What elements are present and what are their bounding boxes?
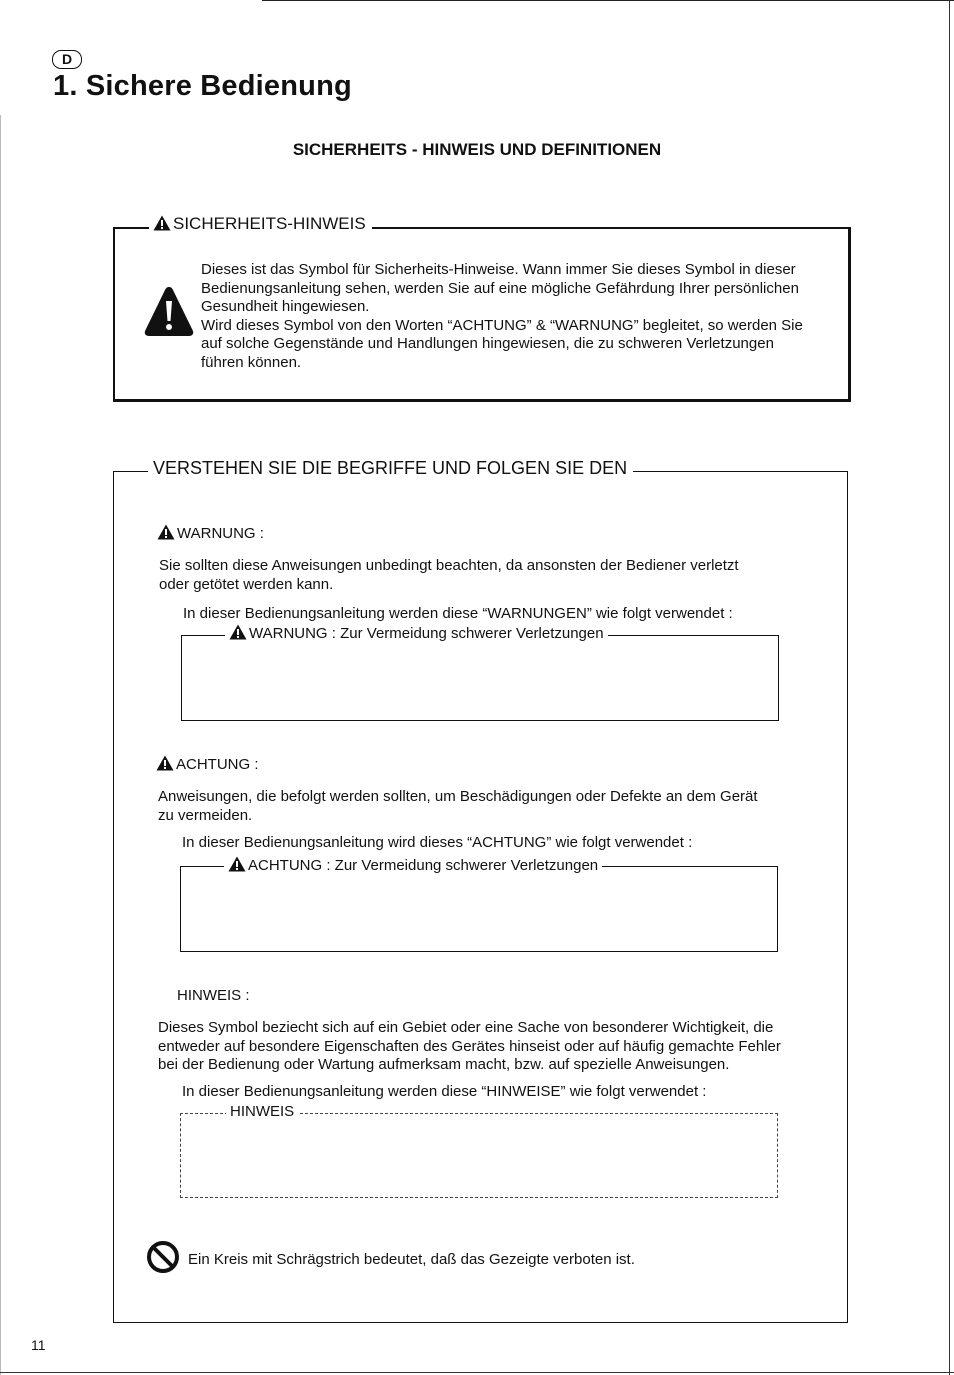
page-title: 1. Sichere Bedienung [53, 70, 352, 102]
achtung-example-legend-text: ACHTUNG : Zur Vermeidung schwerer Verletzungen [248, 857, 599, 874]
hinweis-description [158, 1019, 842, 1075]
warnung-example-legend [225, 624, 608, 642]
page-number: 11 [31, 1337, 46, 1353]
warnung-example-legend-text: WARNUNG : Zur Vermeidung schwerer Verletzungen [249, 625, 604, 642]
hinweis-usage: In dieser Bedienungsanleitung werden diese “HINWEISE” wie folgt verwendet : [182, 1083, 707, 1100]
safety-notice-text [201, 261, 841, 372]
achtung-line: Anweisungen, die befolgt werden sollten, um Beschädigungen oder Defekte an dem Gerät [158, 788, 758, 805]
safety-line: Gesundheit hingewiesen. [201, 298, 370, 315]
prohibited-text: Ein Kreis mit Schrägstrich bedeutet, daß das Gezeigte verboten ist. [188, 1251, 635, 1268]
warnung-description [159, 557, 839, 594]
achtung-line: zu vermeiden. [158, 806, 253, 824]
warning-triangle-icon [143, 285, 195, 337]
safety-line: Bedienungsanleitung sehen, werden Sie auf eine mögliche Gefährdung Ihrer persönlichen [201, 279, 799, 297]
warnung-usage: In dieser Bedienungsanleitung werden diese “WARNUNGEN” wie folgt verwendet : [183, 605, 733, 622]
safety-notice-legend-text: SICHERHEITS-HINWEIS [173, 214, 366, 233]
safety-line: auf solche Gegenstände und Handlungen hingewiesen, die zu schweren Verletzungen [201, 335, 774, 352]
warnung-line: Sie sollten diese Anweisungen unbedingt beachten, da ansonsten der Bediener verletzt [159, 557, 739, 574]
warnung-example-box [181, 635, 779, 721]
warning-triangle-icon [157, 524, 175, 540]
hinweis-example-legend: HINWEIS [226, 1103, 298, 1120]
language-badge: D [52, 50, 82, 69]
warning-triangle-icon [228, 856, 246, 872]
bottom-rule [0, 1372, 954, 1373]
achtung-usage: In dieser Bedienungsanleitung wird dieses “ACHTUNG” wie folgt verwendet : [182, 834, 693, 851]
achtung-label [156, 755, 259, 773]
warnung-line: oder getötet werden kann. [159, 575, 334, 593]
safety-line: Wird dieses Symbol von den Worten “ACHTUNG” & “WARNUNG” begleitet, so werden Sie [201, 316, 803, 334]
hinweis-line: bei der Bedienung oder Wartung aufmerksam macht, bzw. auf spezielle Anweisungen. [158, 1056, 730, 1073]
achtung-label-text: ACHTUNG : [176, 756, 259, 773]
warning-triangle-icon [229, 624, 247, 640]
prohibited-circle-icon [146, 1240, 180, 1274]
warnung-label [157, 524, 264, 542]
right-rule [949, 0, 950, 1375]
hinweis-example-box [180, 1113, 778, 1198]
terms-legend: VERSTEHEN SIE DIE BEGRIFFE UND FOLGEN SIE DEN [148, 458, 633, 479]
safety-notice-legend [149, 214, 372, 234]
warnung-label-text: WARNUNG : [177, 525, 264, 542]
hinweis-line: Dieses Symbol beziecht sich auf ein Gebiet oder eine Sache von besonderer Wichtigkeit, die [158, 1019, 774, 1036]
warning-triangle-icon [153, 215, 171, 231]
top-rule [262, 0, 954, 1]
hinweis-line: entweder auf besondere Eigenschaften des Gerätes hinseist oder auf häufig gemachte Fehler [158, 1037, 781, 1055]
safety-line: führen können. [201, 353, 302, 371]
warning-triangle-icon [156, 755, 174, 771]
achtung-example-legend [224, 856, 602, 874]
safety-line: Dieses ist das Symbol für Sicherheits-Hinweise. Wann immer Sie dieses Symbol in dieser [201, 261, 796, 278]
achtung-example-box [180, 866, 778, 952]
section-heading: SICHERHEITS - HINWEIS UND DEFINITIONEN [292, 140, 662, 159]
hinweis-label: HINWEIS : [177, 987, 250, 1004]
left-rule [0, 115, 1, 1375]
achtung-description [158, 788, 838, 825]
